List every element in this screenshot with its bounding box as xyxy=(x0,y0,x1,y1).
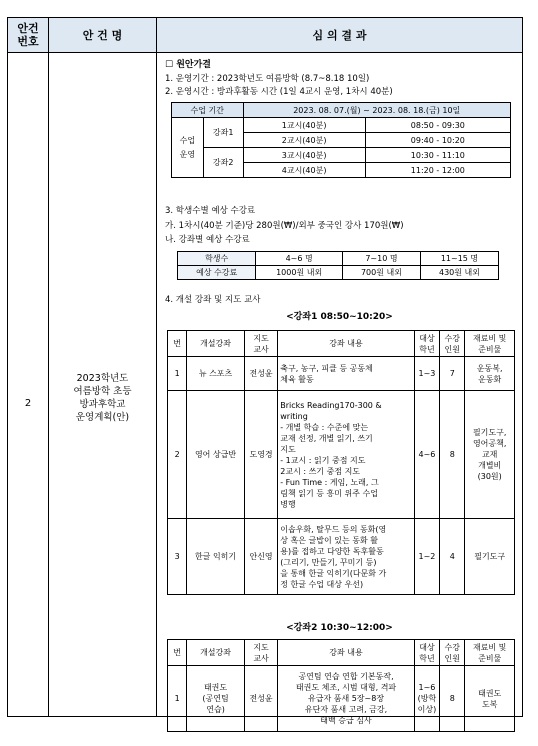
line-2: 2. 운영시간 : 방과후활동 시간 (1일 4교시 운영, 1차시 40분) xyxy=(165,87,393,97)
fee-cell: 예상 수강료 xyxy=(178,266,256,280)
period-label: 수업 기간 xyxy=(172,103,244,118)
cell: 축구, 농구, 피클 등 공동체 체육 활동 xyxy=(278,357,415,391)
fee-cell: 430원 내외 xyxy=(420,266,498,280)
cell: 1~3 xyxy=(414,357,439,391)
col-header: 대상 학년 xyxy=(414,331,439,357)
cell: 3 xyxy=(168,519,187,595)
cell: 운동복, 운동화 xyxy=(465,357,515,391)
col-header: 강좌 내용 xyxy=(278,640,415,666)
cell: 안신영 xyxy=(244,519,277,595)
course-1-title: <강좌1 08:50~10:20> xyxy=(286,312,393,322)
title-line: 2023학년도 xyxy=(76,373,129,384)
section-title: ☐ 원안가결 xyxy=(165,60,211,70)
cell: 공연팀 연습 연합 기본동작, 태권도 체조, 시범 대형, 격파 유급자 품새 5장~8장 유단자 품새 고려, 금강, 태백 승급 심사 xyxy=(278,666,415,732)
fee-header: 4~6 명 xyxy=(256,252,343,266)
col-header: 번 xyxy=(168,331,187,357)
cell: 필기도구 xyxy=(465,519,515,595)
title-line: 운영계획(안) xyxy=(75,412,130,423)
document-page xyxy=(7,17,523,725)
course-2-label: 강좌2 xyxy=(203,148,243,178)
period-cell: 4교시(40분) xyxy=(243,163,365,178)
header-title: 안 건 명 xyxy=(82,28,123,42)
col-header: 재료비 및 준비물 xyxy=(465,331,515,357)
fee-cell: 700원 내외 xyxy=(342,266,420,280)
col-header: 재료비 및 준비물 xyxy=(465,640,515,666)
col-header: 대상 학년 xyxy=(414,640,439,666)
col-header: 개설강좌 xyxy=(187,640,245,666)
line-3a: 가. 1차시(40분 기준)당 280원(₩)/외부 중국인 강사 170원(₩) xyxy=(165,221,404,231)
course-2-table xyxy=(167,639,515,732)
cell: 전성윤 xyxy=(244,666,277,732)
period-cell: 3교시(40분) xyxy=(243,148,365,163)
cell: 1~6 (방학 이상) xyxy=(414,666,439,732)
agenda-title xyxy=(49,372,156,424)
cell: 1 xyxy=(168,666,187,732)
cell: 이솝우화, 탈무드 등의 동화(영 상 혹은 글밥이 있는 동화 활 용)를 접하고 다양한 독후활동 (그리기, 만들기, 꾸미기 등) 을 통해 한글 익히기(다문화 가 정 한글 수업 대상 우선) xyxy=(278,519,415,595)
cell: 1 xyxy=(168,357,187,391)
col-header: 수강 인원 xyxy=(440,331,465,357)
course-1-label: 강좌1 xyxy=(203,118,243,148)
cell: 7 xyxy=(440,357,465,391)
cell: 1~2 xyxy=(414,519,439,595)
time-cell: 10:30 - 11:10 xyxy=(365,148,510,163)
period-range: 2023. 08. 07.(월) ~ 2023. 08. 18.(금) 10일 xyxy=(243,103,510,118)
time-cell: 09:40 - 10:20 xyxy=(365,133,510,148)
period-cell: 1교시(40분) xyxy=(243,118,365,133)
fee-cell: 1000원 내외 xyxy=(256,266,343,280)
col-header: 개설강좌 xyxy=(187,331,245,357)
cell: 전성윤 xyxy=(244,357,277,391)
cell: 8 xyxy=(440,391,465,519)
course-2-title: <강좌2 10:30~12:00> xyxy=(286,623,393,633)
time-cell: 11:20 - 12:00 xyxy=(365,163,510,178)
line-1: 1. 운영기간 : 2023학년도 여름방학 (8.7~8.18 10일) xyxy=(165,74,370,84)
divider xyxy=(48,18,49,716)
cell: 도영경 xyxy=(244,391,277,519)
cell: 영어 상급반 xyxy=(187,391,245,519)
col-header: 번 xyxy=(168,640,187,666)
agenda-number: 2 xyxy=(24,398,32,409)
period-cell: 2교시(40분) xyxy=(243,133,365,148)
cell: 필기도구, 영어공책, 교재 개별비 (30원) xyxy=(465,391,515,519)
col-header: 지도 교사 xyxy=(244,331,277,357)
title-line: 방과후학교 xyxy=(79,399,126,410)
cell: 한글 익히기 xyxy=(187,519,245,595)
cell: Bricks Reading170-300 & writing - 개별 학습 : 수준에 맞는 교재 선정, 개별 읽기, 쓰기 지도 - 1교시 : 읽기 중점 지도 2교시 : 쓰기 중점 지도 - Fun Time : 게임, 노래, 그 림책 읽기 등 흥미 위주 수업 병행 xyxy=(278,391,415,519)
cell: 태권도 도복 xyxy=(465,666,515,732)
header-result: 심 의 결 과 xyxy=(312,28,367,42)
col-header: 강좌 내용 xyxy=(278,331,415,357)
fee-table xyxy=(177,251,499,280)
result-content xyxy=(157,53,522,725)
group-label: 수업 운영 xyxy=(172,118,204,178)
period-table xyxy=(171,102,511,178)
title-line: 여름방학 초등 xyxy=(73,386,132,397)
cell: 4 xyxy=(440,519,465,595)
line-4: 4. 개설 강좌 및 지도 교사 xyxy=(165,295,261,305)
col-header: 지도 교사 xyxy=(244,640,277,666)
cell: 태권도 (공연팀 연습) xyxy=(187,666,245,732)
fee-header: 학생수 xyxy=(178,252,256,266)
fee-header: 7~10 명 xyxy=(342,252,420,266)
cell: 뉴 스포츠 xyxy=(187,357,245,391)
course-1-table xyxy=(167,330,515,595)
cell: 8 xyxy=(440,666,465,732)
line-3: 3. 학생수별 예상 수강료 xyxy=(165,206,256,216)
header-no: 안건 번호 xyxy=(17,22,39,48)
fee-header: 11~15 명 xyxy=(420,252,498,266)
cell: 4~6 xyxy=(414,391,439,519)
time-cell: 08:50 - 09:30 xyxy=(365,118,510,133)
col-header: 수강 인원 xyxy=(440,640,465,666)
cell: 2 xyxy=(168,391,187,519)
line-3b: 나. 강좌별 예상 수강료 xyxy=(165,235,250,245)
